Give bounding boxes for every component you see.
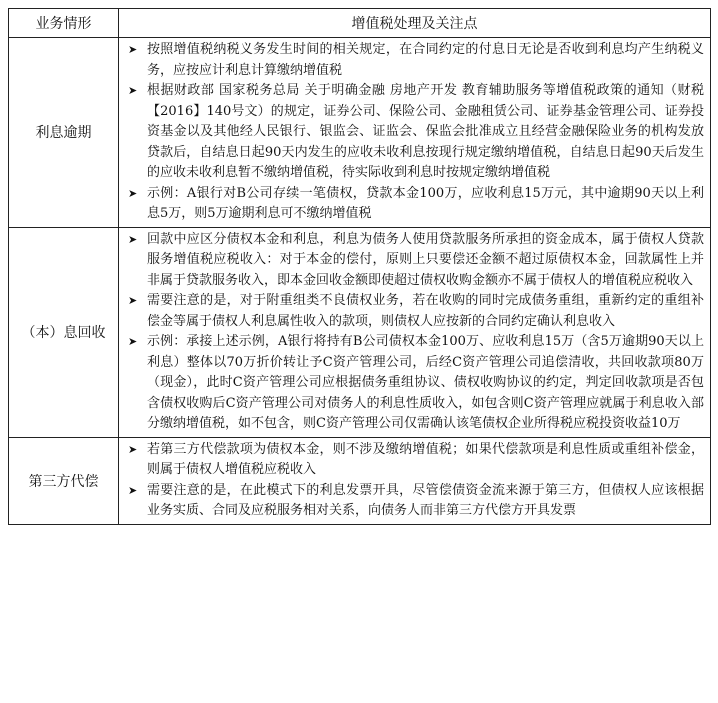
header-business-case: 业务情形 xyxy=(9,9,119,38)
case-interest-overdue: 利息逾期 xyxy=(9,38,119,228)
bullet-list xyxy=(119,438,710,524)
item-text: 示例：承接上述示例，A银行将持有B公司债权本金100万、应收利息15万（含5万逾期90天以上利息）整体以70万折价转让予C资产管理公司，后经C资产管理公司追偿清收，共回收款项80万（现金），此时C资产管理公司应根据债务重组协议、债权收购协议的约定，判定回收款项是否包含债权收购后C资产管理公司对债务人的利息性质收入，如包含则C资产管理应就属于利息收入部分缴纳增值税，如不包含，则C资产管理公司仅需确认该笔债权企业所得税应税投资收益10万 xyxy=(147,334,704,431)
item-text: 根据财政部 国家税务总局 关于明确金融 房地产开发 教育辅助服务等增值税政策的通知（财税【2016】140号文）的规定，证券公司、保险公司、金融租赁公司、证券基金管理公司、证券投资基金以及其他经人民银行、银监会、证监会、保监会批准成立且经营金融保险业务的机构发放贷款后，自结息日起90天内发生的应收未收利息按现行规定缴纳增值税，自结息日起90天后发生的应收未收利息暂不缴纳增值税，待实际收到利息时按规定缴纳增值税 xyxy=(147,83,704,180)
arrow-bullet-icon: ➤ xyxy=(128,84,138,97)
list-item xyxy=(119,291,704,332)
item-text: 示例：A银行对B公司存续一笔债权，贷款本金100万，应收利息15万元，其中逾期90天以上利息5万，则5万逾期利息可不缴纳增值税 xyxy=(147,185,704,221)
arrow-bullet-icon: ➤ xyxy=(128,483,138,497)
item-text: 若第三方代偿款项为债权本金，则不涉及缴纳增值税；如果代偿款项是利息性质或重组补偿金，则属于债权人增值税应税收入 xyxy=(147,441,704,477)
bullet-list xyxy=(119,228,710,437)
table-row xyxy=(9,227,711,437)
arrow-bullet-icon: ➤ xyxy=(128,232,138,246)
treatment-cell xyxy=(119,227,711,437)
arrow-bullet-icon: ➤ xyxy=(128,294,138,307)
list-item xyxy=(119,230,704,292)
arrow-bullet-icon: ➤ xyxy=(128,43,138,56)
case-third-party-compensation: 第三方代偿 xyxy=(9,437,119,524)
list-item xyxy=(119,184,704,225)
arrow-bullet-icon: ➤ xyxy=(128,335,138,348)
item-text: 按照增值税纳税义务发生时间的相关规定，在合同约定的付息日无论是否收到利息均产生纳税义务，应按应计利息计算缴纳增值税 xyxy=(147,42,704,78)
header-vat-treatment: 增值税处理及关注点 xyxy=(119,9,711,38)
treatment-cell xyxy=(119,38,711,228)
arrow-bullet-icon: ➤ xyxy=(128,186,138,200)
table-row xyxy=(9,38,711,228)
list-item xyxy=(119,40,704,81)
tax-treatment-table xyxy=(8,8,711,525)
list-item xyxy=(119,481,704,522)
item-text: 需要注意的是，对于附重组类不良债权业务，若在收购的同时完成债务重组，重新约定的重组补偿金等属于债权人利息属性收入的款项，则债权人应按新的合同约定确认利息收入 xyxy=(147,293,704,329)
item-text: 需要注意的是，在此模式下的利息发票开具，尽管偿债资金流来源于第三方，但债权人应该根据业务实质、合同及应税服务相对关系，向债务人而非第三方代偿方开具发票 xyxy=(147,482,704,518)
item-text: 回款中应区分债权本金和利息，利息为债务人使用贷款服务所承担的资金成本，属于债权人贷款服务增值税应税收入：对于本金的偿付，原则上只要偿还金额不超过原债权本金，回款属性上并非属于贷款服务收入，即本金回收金额即使超过债权收购金额亦不属于债权人的增值税应税收入 xyxy=(147,231,704,288)
list-item xyxy=(119,332,704,435)
list-item xyxy=(119,440,704,481)
case-principal-interest-recovery: （本）息回收 xyxy=(9,227,119,437)
header-row xyxy=(9,9,711,38)
table-row xyxy=(9,437,711,524)
list-item xyxy=(119,81,704,184)
bullet-list xyxy=(119,38,710,227)
arrow-bullet-icon: ➤ xyxy=(128,442,138,456)
treatment-cell xyxy=(119,437,711,524)
